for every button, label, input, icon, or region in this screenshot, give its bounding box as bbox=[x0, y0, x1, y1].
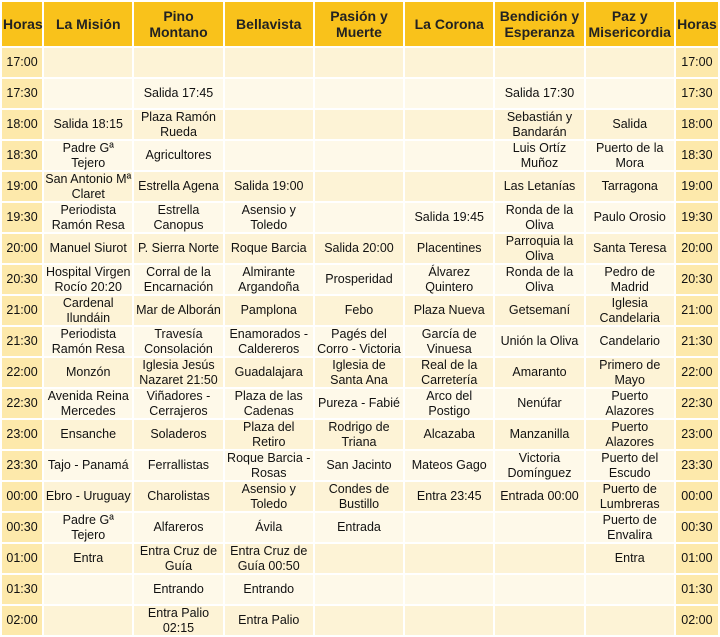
hour-cell: 00:00 bbox=[676, 482, 718, 511]
schedule-cell: Ronda de la Oliva bbox=[495, 203, 583, 232]
hour-cell: 23:30 bbox=[2, 451, 42, 480]
column-header-brotherhood: Paz y Misericordia bbox=[586, 2, 674, 46]
schedule-cell: Nenúfar bbox=[495, 389, 583, 418]
schedule-cell: García de Vinuesa bbox=[405, 327, 493, 356]
schedule-cell: Viñadores - Cerrajeros bbox=[134, 389, 222, 418]
schedule-cell bbox=[315, 48, 403, 77]
schedule-cell: Puerto de Envalira bbox=[586, 513, 674, 542]
schedule-cell bbox=[405, 110, 493, 139]
table-row bbox=[2, 141, 718, 170]
hour-cell: 01:00 bbox=[2, 544, 42, 573]
schedule-cell: Salida 19:00 bbox=[225, 172, 313, 201]
hour-cell: 18:00 bbox=[2, 110, 42, 139]
schedule-cell: Tajo - Panamá bbox=[44, 451, 132, 480]
schedule-cell: Plaza Nueva bbox=[405, 296, 493, 325]
schedule-cell: Primero de Mayo bbox=[586, 358, 674, 387]
header-row bbox=[2, 2, 718, 46]
schedule-cell: Ferrallistas bbox=[134, 451, 222, 480]
schedule-cell: Roque Barcia bbox=[225, 234, 313, 263]
schedule-cell: Mar de Alborán bbox=[134, 296, 222, 325]
schedule-cell bbox=[44, 575, 132, 604]
hour-cell: 19:30 bbox=[676, 203, 718, 232]
schedule-cell bbox=[44, 48, 132, 77]
schedule-cell: Estrella Agena bbox=[134, 172, 222, 201]
schedule-cell: Travesía Consolación bbox=[134, 327, 222, 356]
schedule-cell: Soladeros bbox=[134, 420, 222, 449]
schedule-cell: Salida bbox=[586, 110, 674, 139]
schedule-cell: Ávila bbox=[225, 513, 313, 542]
column-header-brotherhood: Bellavista bbox=[225, 2, 313, 46]
hour-cell: 18:00 bbox=[676, 110, 718, 139]
column-header-hours: Horas bbox=[2, 2, 42, 46]
schedule-cell: Paulo Orosio bbox=[586, 203, 674, 232]
schedule-cell: Amaranto bbox=[495, 358, 583, 387]
schedule-cell: Salida 18:15 bbox=[44, 110, 132, 139]
hour-cell: 21:30 bbox=[676, 327, 718, 356]
hour-cell: 20:30 bbox=[676, 265, 718, 294]
schedule-cell: Entra bbox=[44, 544, 132, 573]
table-body bbox=[2, 48, 718, 635]
schedule-cell bbox=[225, 79, 313, 108]
hour-cell: 17:00 bbox=[676, 48, 718, 77]
schedule-cell: Real de la Carretería bbox=[405, 358, 493, 387]
schedule-cell: Candelario bbox=[586, 327, 674, 356]
hour-cell: 17:30 bbox=[676, 79, 718, 108]
column-header-brotherhood: La Corona bbox=[405, 2, 493, 46]
schedule-cell bbox=[405, 172, 493, 201]
schedule-cell: Las Letanías bbox=[495, 172, 583, 201]
hour-cell: 23:00 bbox=[676, 420, 718, 449]
schedule-cell bbox=[225, 141, 313, 170]
table-row bbox=[2, 296, 718, 325]
schedule-cell: Plaza del Retiro bbox=[225, 420, 313, 449]
table-row bbox=[2, 389, 718, 418]
schedule-cell: Entra Cruz de Guía bbox=[134, 544, 222, 573]
schedule-cell bbox=[315, 544, 403, 573]
table-row bbox=[2, 420, 718, 449]
hour-cell: 18:30 bbox=[676, 141, 718, 170]
hour-cell: 02:00 bbox=[676, 606, 718, 635]
schedule-cell: Salida 17:30 bbox=[495, 79, 583, 108]
schedule-cell: Parroquia la Oliva bbox=[495, 234, 583, 263]
schedule-cell bbox=[315, 172, 403, 201]
schedule-cell: P. Sierra Norte bbox=[134, 234, 222, 263]
schedule-cell: Álvarez Quintero bbox=[405, 265, 493, 294]
schedule-cell bbox=[586, 575, 674, 604]
table-row bbox=[2, 79, 718, 108]
schedule-cell: Padre Gª Tejero bbox=[44, 141, 132, 170]
hour-cell: 00:00 bbox=[2, 482, 42, 511]
table-row bbox=[2, 265, 718, 294]
schedule-cell: Salida 20:00 bbox=[315, 234, 403, 263]
schedule-cell: Roque Barcia - Rosas bbox=[225, 451, 313, 480]
schedule-cell: Cardenal Ilundáin bbox=[44, 296, 132, 325]
schedule-cell: Puerto de Lumbreras bbox=[586, 482, 674, 511]
schedule-cell: Periodista Ramón Resa bbox=[44, 203, 132, 232]
schedule-cell bbox=[495, 544, 583, 573]
hour-cell: 21:00 bbox=[676, 296, 718, 325]
schedule-cell: Entra Palio 02:15 bbox=[134, 606, 222, 635]
schedule-cell bbox=[134, 48, 222, 77]
schedule-cell bbox=[405, 48, 493, 77]
table-row bbox=[2, 451, 718, 480]
schedule-cell: Entrada 00:00 bbox=[495, 482, 583, 511]
schedule-cell: Iglesia Candelaria bbox=[586, 296, 674, 325]
schedule-cell: Entra Palio bbox=[225, 606, 313, 635]
schedule-cell: Pamplona bbox=[225, 296, 313, 325]
schedule-cell: Entra 23:45 bbox=[405, 482, 493, 511]
schedule-cell: Condes de Bustillo bbox=[315, 482, 403, 511]
hour-cell: 21:00 bbox=[2, 296, 42, 325]
schedule-cell: Unión la Oliva bbox=[495, 327, 583, 356]
schedule-cell: Padre Gª Tejero bbox=[44, 513, 132, 542]
schedule-cell: Tarragona bbox=[586, 172, 674, 201]
table-row bbox=[2, 544, 718, 573]
schedule-cell: Pureza - Fabié bbox=[315, 389, 403, 418]
table-row bbox=[2, 172, 718, 201]
hour-cell: 02:00 bbox=[2, 606, 42, 635]
schedule-cell: Manzanilla bbox=[495, 420, 583, 449]
schedule-cell: Entrada bbox=[315, 513, 403, 542]
hour-cell: 20:30 bbox=[2, 265, 42, 294]
schedule-cell: Placentines bbox=[405, 234, 493, 263]
schedule-cell: San Jacinto bbox=[315, 451, 403, 480]
schedule-cell bbox=[315, 575, 403, 604]
schedule-cell: San Antonio Mª Claret bbox=[45, 172, 132, 201]
hour-cell: 18:30 bbox=[2, 141, 42, 170]
schedule-cell: Ensanche bbox=[44, 420, 132, 449]
schedule-cell: Salida 19:45 bbox=[405, 203, 493, 232]
schedule-cell: Periodista Ramón Resa bbox=[44, 327, 132, 356]
schedule-cell: Asensio y Toledo bbox=[225, 203, 313, 232]
table-row bbox=[2, 203, 718, 232]
hour-cell: 23:30 bbox=[676, 451, 718, 480]
hour-cell: 19:00 bbox=[676, 172, 718, 201]
schedule-cell: Entrando bbox=[225, 575, 313, 604]
schedule-cell bbox=[586, 79, 674, 108]
schedule-cell: Monzón bbox=[44, 358, 132, 387]
schedule-cell bbox=[315, 141, 403, 170]
schedule-cell: Asensio y Toledo bbox=[225, 482, 313, 511]
table-row bbox=[2, 327, 718, 356]
schedule-cell: Ronda de la Oliva bbox=[495, 265, 583, 294]
schedule-cell: Avenida Reina Mercedes bbox=[44, 389, 132, 418]
table-row bbox=[2, 234, 718, 263]
hour-cell: 17:00 bbox=[2, 48, 42, 77]
schedule-cell: Almirante Argandoña bbox=[225, 265, 313, 294]
hour-cell: 22:00 bbox=[2, 358, 42, 387]
schedule-cell: Pagés del Corro - Victoria bbox=[315, 327, 403, 356]
table-row bbox=[2, 575, 718, 604]
schedule-cell: Luis Ortíz Muñoz bbox=[495, 141, 583, 170]
schedule-cell bbox=[586, 48, 674, 77]
hour-cell: 21:30 bbox=[2, 327, 42, 356]
schedule-cell: Entra Cruz de Guía 00:50 bbox=[225, 544, 313, 573]
schedule-cell: Alfareros bbox=[134, 513, 222, 542]
schedule-cell: Enamorados - Caldereros bbox=[225, 327, 313, 356]
schedule-cell bbox=[315, 203, 403, 232]
schedule-cell: Pedro de Madrid bbox=[586, 265, 674, 294]
schedule-cell: Hospital Virgen Rocío 20:20 bbox=[45, 265, 131, 294]
hour-cell: 22:00 bbox=[676, 358, 718, 387]
schedule-cell: Iglesia Jesús Nazaret 21:50 bbox=[134, 358, 222, 387]
hour-cell: 00:30 bbox=[676, 513, 718, 542]
schedule-cell: Arco del Postigo bbox=[405, 389, 493, 418]
hour-cell: 19:00 bbox=[2, 172, 42, 201]
schedule-cell: Entra bbox=[586, 544, 674, 573]
schedule-cell: Rodrigo de Triana bbox=[315, 420, 403, 449]
schedule-cell bbox=[315, 79, 403, 108]
table-row bbox=[2, 110, 718, 139]
schedule-cell: Agricultores bbox=[134, 141, 222, 170]
schedule-cell: Prosperidad bbox=[315, 265, 403, 294]
column-header-hours: Horas bbox=[676, 2, 718, 46]
column-header-brotherhood: La Misión bbox=[44, 2, 132, 46]
schedule-cell bbox=[495, 513, 583, 542]
schedule-cell bbox=[495, 575, 583, 604]
table-row bbox=[2, 482, 718, 511]
schedule-cell: Salida 17:45 bbox=[134, 79, 222, 108]
schedule-cell: Charolistas bbox=[134, 482, 222, 511]
table-row bbox=[2, 48, 718, 77]
hour-cell: 01:30 bbox=[2, 575, 42, 604]
schedule-cell: Puerto del Escudo bbox=[586, 451, 674, 480]
schedule-cell bbox=[405, 141, 493, 170]
schedule-cell: Puerto Alazores bbox=[586, 389, 674, 418]
schedule-cell: Puerto Alazores bbox=[586, 420, 674, 449]
table-row bbox=[2, 513, 718, 542]
schedule-cell: Manuel Siurot bbox=[44, 234, 132, 263]
schedule-cell bbox=[405, 79, 493, 108]
hour-cell: 17:30 bbox=[2, 79, 42, 108]
schedule-cell: Guadalajara bbox=[225, 358, 313, 387]
hour-cell: 22:30 bbox=[2, 389, 42, 418]
hour-cell: 19:30 bbox=[2, 203, 42, 232]
schedule-cell: Ebro - Uruguay bbox=[44, 482, 132, 511]
schedule-cell bbox=[225, 110, 313, 139]
hour-cell: 23:00 bbox=[2, 420, 42, 449]
hour-cell: 22:30 bbox=[676, 389, 718, 418]
schedule-cell bbox=[405, 575, 493, 604]
schedule-cell: Mateos Gago bbox=[405, 451, 493, 480]
schedule-cell: Iglesia de Santa Ana bbox=[315, 358, 403, 387]
schedule-cell: Alcazaba bbox=[405, 420, 493, 449]
schedule-cell: Sebastián y Bandarán bbox=[495, 110, 583, 139]
schedule-cell: Plaza de las Cadenas bbox=[225, 389, 313, 418]
schedule-cell bbox=[225, 48, 313, 77]
schedule-cell bbox=[405, 513, 493, 542]
schedule-cell: Santa Teresa bbox=[586, 234, 674, 263]
schedule-cell bbox=[315, 110, 403, 139]
hour-cell: 00:30 bbox=[2, 513, 42, 542]
schedule-cell: Getsemaní bbox=[495, 296, 583, 325]
table-row bbox=[2, 358, 718, 387]
schedule-cell bbox=[44, 79, 132, 108]
schedule-cell: Puerto de la Mora bbox=[586, 141, 674, 170]
schedule-cell: Corral de la Encarnación bbox=[134, 265, 222, 294]
column-header-brotherhood: Bendición y Esperanza bbox=[495, 2, 583, 46]
schedule-cell bbox=[405, 544, 493, 573]
hour-cell: 01:00 bbox=[676, 544, 718, 573]
schedule-cell: Victoria Domínguez bbox=[495, 451, 583, 480]
column-header-brotherhood: Pasión y Muerte bbox=[315, 2, 403, 46]
hour-cell: 01:30 bbox=[676, 575, 718, 604]
schedule-cell: Plaza Ramón Rueda bbox=[134, 110, 222, 139]
hour-cell: 20:00 bbox=[676, 234, 718, 263]
column-header-brotherhood: Pino Montano bbox=[134, 2, 222, 46]
schedule-cell bbox=[495, 48, 583, 77]
schedule-cell: Entrando bbox=[134, 575, 222, 604]
hour-cell: 20:00 bbox=[2, 234, 42, 263]
schedule-cell: Febo bbox=[315, 296, 403, 325]
schedule-cell: Estrella Canopus bbox=[134, 203, 222, 232]
